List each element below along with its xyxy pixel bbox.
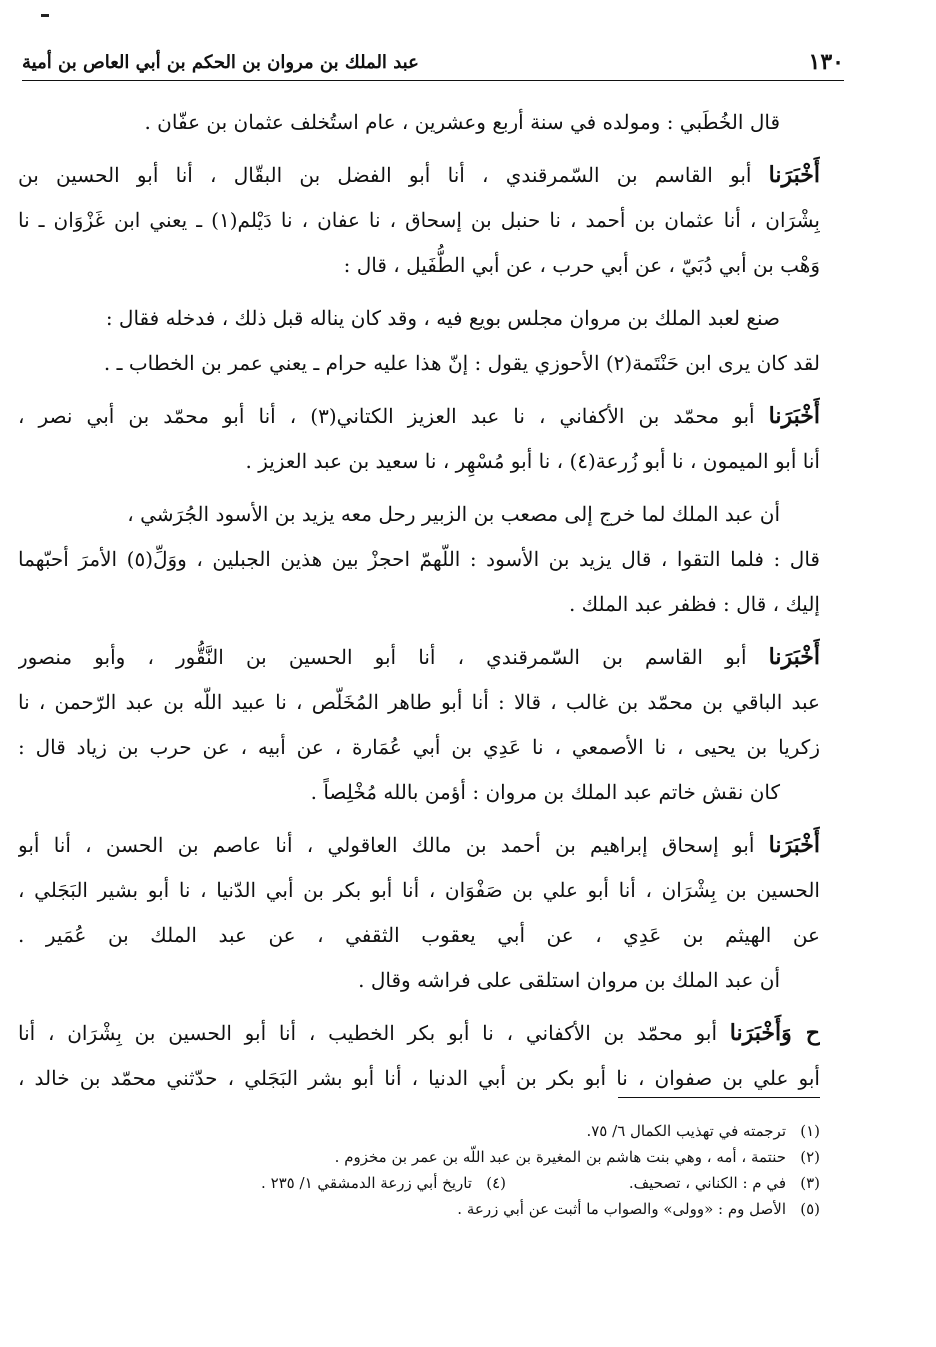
line-text: كان نقش خاتم عبد الملك بن مروان : أؤمن بالله مُخْلِصاً .: [310, 780, 780, 804]
paragraph-gap: [18, 1003, 820, 1011]
footnote-number: (٥): [800, 1200, 820, 1218]
text-line: [18, 725, 820, 770]
footnote: [80, 1196, 820, 1222]
text-line: [18, 1056, 820, 1101]
paragraph: [18, 153, 820, 288]
text-line: [18, 868, 820, 913]
footnotes: [80, 1118, 820, 1222]
line-text: عن الهيثم بن عَدِي ، عن أبي يعقوب الثقفي ، عن عبد الملك بن عُمَير .: [18, 923, 820, 947]
isnad-lead-word: ح وَأَخْبَرَنا: [729, 1020, 820, 1046]
paragraph-gap: [18, 484, 820, 492]
footnote-text: ترجمته في تهذيب الكمال ٦/ ٧٥.: [586, 1122, 786, 1140]
footnote: [80, 1144, 820, 1170]
footnote-text: تاريخ أبي زرعة الدمشقي ١/ ٢٣٥ .: [261, 1174, 472, 1192]
text-line: [18, 439, 820, 484]
footnote-number: (٤): [486, 1174, 506, 1192]
isnad-lead-word: أَخْبَرَنا: [768, 832, 820, 858]
footnote-separator: [618, 1097, 820, 1098]
page-number: ١٣٠: [808, 49, 844, 75]
paragraph: [18, 1011, 820, 1101]
text-line: [18, 823, 820, 868]
text-line: [18, 296, 820, 341]
footnote-number: (٢): [800, 1148, 820, 1166]
text-line: [18, 100, 820, 145]
footnote: [80, 1170, 820, 1196]
text-line: [18, 198, 820, 243]
text-line: [18, 341, 820, 386]
footnote-text: في م : الكناني ، تصحيف.: [628, 1174, 786, 1192]
line-text: إليك ، قال : فظفر عبد الملك .: [568, 592, 820, 616]
running-header: [22, 44, 844, 81]
line-text: بِشْرَان ، أنا عثمان بن أحمد ، نا حنبل بن إسحاق ، نا عفان ، نا دَيْلم(١) ـ يعني ابن غَزْوَان ـ نا: [18, 208, 820, 232]
text-line: [18, 582, 820, 627]
line-text: أبو محمّد بن الأكفاني ، نا أبو بكر الخطيب ، أنا أبو الحسين بن بِشْرَان ، أنا: [18, 1021, 730, 1045]
line-text: أن عبد الملك لما خرج إلى مصعب بن الزبير رحل معه يزيد بن الأسود الجُرَشي ،: [127, 502, 780, 526]
text-line: [18, 537, 820, 582]
text-line: [18, 913, 820, 958]
text-line: [18, 1011, 820, 1056]
text-line: [18, 680, 820, 725]
paragraph-gap: [18, 288, 820, 296]
text-line: [18, 635, 820, 680]
line-text: أبو علي بن صفوان ، نا أبو بكر بن أبي الدنيا ، أنا أبو بشر البَجَلي ، حدّثني محمّد بن خالد ،: [18, 1066, 820, 1090]
text-line: [18, 394, 820, 439]
line-text: قال : فلما التقوا ، قال يزيد بن الأسود : اللّهمّ احجزْ بين هذين الجبلين ، ووَلِّ(٥) الأمرَ أحبّهما: [18, 547, 820, 571]
paragraph-gap: [18, 815, 820, 823]
line-text: أبو القاسم بن السّمرقندي ، أنا أبو الحسين بن النَّقُّور ، وأبو منصور: [18, 645, 769, 669]
footnote-number: (١): [800, 1122, 820, 1140]
footnote-text: حنتمة ، أمه ، وهي بنت هاشم بن المغيرة بن عبد اللّه بن عمر بن مخزوم .: [334, 1148, 786, 1166]
paragraph-gap: [18, 145, 820, 153]
line-text: أبو إسحاق إبراهيم بن أحمد بن مالك العاقولي ، أنا عاصم بن الحسن ، أنا أبو: [18, 833, 769, 857]
line-text: أنا أبو الميمون ، نا أبو زُرعة(٤) ، نا أبو مُسْهِر ، نا سعيد بن عبد العزيز .: [245, 449, 820, 473]
text-line: [18, 243, 820, 288]
line-text: أبو القاسم بن السّمرقندي ، أنا أبو الفضل بن البقّال ، أنا أبو الحسين بن: [18, 163, 769, 187]
footnote-pair: [80, 1170, 786, 1196]
paragraph-gap: [18, 627, 820, 635]
line-text: عبد الباقي بن محمّد بن غالب ، قالا : أنا أبو طاهر المُخَلّص ، نا عبيد اللّه بن عبد الرّحمن ، نا: [18, 690, 820, 714]
text-line: [18, 958, 820, 1003]
line-text: أبو محمّد بن الأكفاني ، نا عبد العزيز الكتاني(٣) ، أنا أبو محمّد بن أبي نصر ،: [18, 404, 769, 428]
paragraph: [18, 823, 820, 1003]
isnad-lead-word: أَخْبَرَنا: [768, 403, 820, 429]
print-speck: [41, 14, 49, 17]
footnote: [80, 1118, 820, 1144]
line-text: قال الخُطَبي : ومولده في سنة أربع وعشرين ، عام استُخلف عثمان بن عفّان .: [144, 110, 780, 134]
isnad-lead-word: أَخْبَرَنا: [768, 644, 820, 670]
paragraph: [18, 296, 820, 386]
main-text: [18, 100, 820, 1101]
footnote-number: (٣): [800, 1174, 820, 1192]
paragraph-gap: [18, 386, 820, 394]
line-text: لقد كان يرى ابن حَنْتَمة(٢) الأحوزي يقول : إنّ هذا عليه حرام ـ يعني عمر بن الخطاب ـ .: [103, 351, 820, 375]
paragraph: [18, 635, 820, 815]
text-line: [18, 492, 820, 537]
paragraph: [18, 492, 820, 627]
line-text: وَهْب بن أبي دُبَيّ ، عن أبي حرب ، عن أبي الطُّفَيل ، قال :: [343, 253, 820, 277]
paragraph: [18, 100, 820, 145]
paragraph: [18, 394, 820, 484]
text-line: [18, 153, 820, 198]
isnad-lead-word: أَخْبَرَنا: [768, 162, 820, 188]
footnote-text: الأصل وم : «وولى» والصواب ما أثبت عن أبي زرعة .: [457, 1200, 786, 1218]
line-text: أن عبد الملك بن مروان استلقى على فراشه وقال .: [358, 968, 780, 992]
text-line: [18, 770, 820, 815]
line-text: الحسين بن بِشْرَان ، أنا أبو علي بن صَفْوَان ، أنا أبو بكر بن أبي الدّنيا ، نا أبو بشير البَجَلي ،: [18, 878, 820, 902]
running-title: عبد الملك بن مروان بن الحكم بن أبي العاص بن أمية: [22, 51, 419, 73]
line-text: صنع لعبد الملك بن مروان مجلس بويع فيه ، وقد كان يناله قبل ذلك ، فدخله فقال :: [105, 306, 780, 330]
line-text: زكريا بن يحيى ، نا الأصمعي ، نا عَدِي بن أبي عُمَارة ، عن أبيه ، عن حرب بن زياد قال :: [18, 735, 820, 759]
